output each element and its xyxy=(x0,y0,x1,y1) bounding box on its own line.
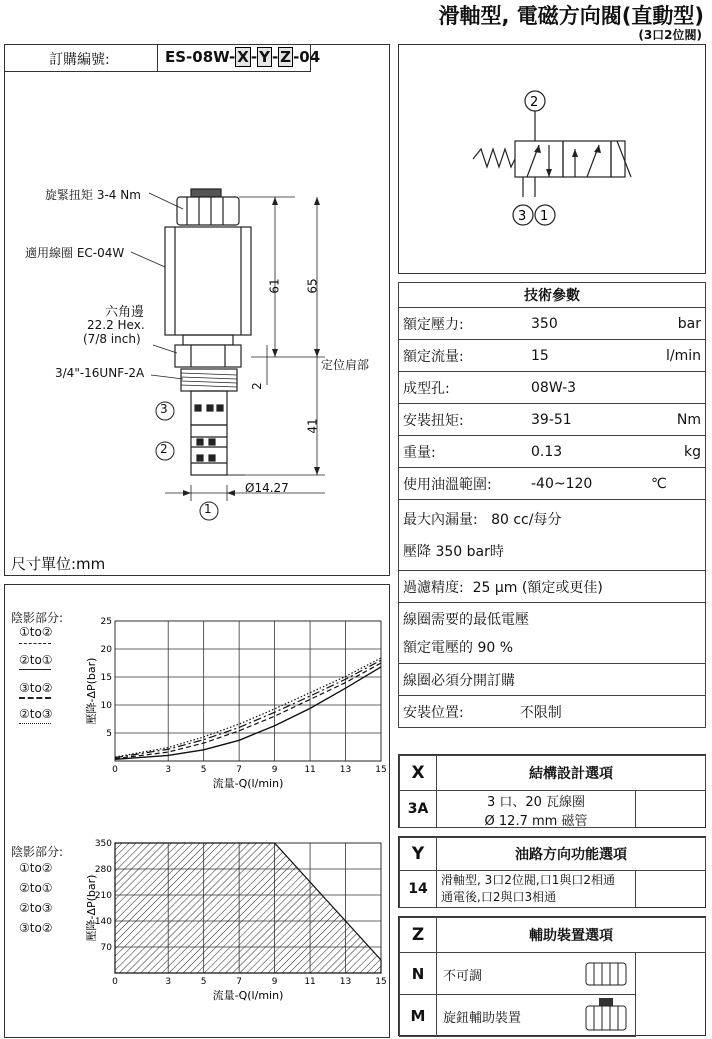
y-axis-label: 壓降-ΔP(bar) xyxy=(85,657,98,725)
option-x-letter: X xyxy=(399,755,437,791)
x-tick-label: 7 xyxy=(236,765,243,775)
spec-title: 技術參數 xyxy=(399,283,706,308)
coil-voltage-line2: 額定電壓的 90 % xyxy=(403,640,514,656)
x-tick-label: 15 xyxy=(375,765,387,775)
order-code-prefix: ES-08W- xyxy=(165,48,236,66)
order-code-suffix: -04 xyxy=(293,48,321,66)
y-tick-label: 20 xyxy=(100,645,112,655)
x-tick-label: 11 xyxy=(304,765,316,775)
spec-label: 額定壓力: xyxy=(399,308,528,340)
option-z-n-code: N xyxy=(399,952,437,995)
spec-table xyxy=(398,282,706,728)
x-tick-label: 5 xyxy=(200,977,207,987)
leak-label: 最大內漏量: xyxy=(403,512,478,528)
chart2-legend-item: ③to② xyxy=(19,921,53,935)
x-tick-label: 3 xyxy=(165,765,172,775)
spec-label: 額定流量: xyxy=(399,340,528,372)
charts-panel xyxy=(4,584,390,1038)
option-z-n-text: 不可調 xyxy=(443,969,483,984)
coil-voltage-cell xyxy=(399,603,706,664)
option-x-panel xyxy=(398,754,706,828)
spec-unit: l/min xyxy=(647,340,706,372)
dim-65: 65 xyxy=(305,278,320,294)
option-y-desc xyxy=(436,870,636,908)
chart1-legend-title: 陰影部分: xyxy=(11,611,64,625)
spec-value: 350 xyxy=(527,308,647,340)
spec-unit xyxy=(647,372,706,404)
mount-label: 安裝位置: xyxy=(403,704,464,721)
mount-value: 不限制 xyxy=(519,704,562,721)
port-3-number: 3 xyxy=(160,402,168,416)
spec-value: 15 xyxy=(527,340,647,372)
page-title: 滑軸型, 電磁方向閥(直動型) xyxy=(438,4,704,28)
y-tick-label: 280 xyxy=(94,865,112,875)
x-tick-label: 3 xyxy=(165,977,172,987)
y-tick-label: 15 xyxy=(100,673,112,683)
spec-value: 0.13 xyxy=(527,436,647,468)
dim-41: 41 xyxy=(305,418,320,434)
option-z-m-code: M xyxy=(399,994,437,1037)
leak-cell xyxy=(399,500,706,571)
order-code: ES-08W- X - Y - Z -04 xyxy=(165,48,321,66)
hex-size: 22.2 Hex. xyxy=(87,318,145,332)
shaded-area xyxy=(115,843,381,973)
y-axis-label: 壓降-ΔP(bar) xyxy=(85,874,98,942)
spec-value: 08W-3 xyxy=(527,372,647,404)
symbol-port-1-number: 1 xyxy=(540,209,549,224)
option-z-m-text: 旋鈕輔助裝置 xyxy=(443,1011,522,1026)
option-z-header: 輔助裝置選項 xyxy=(436,917,706,953)
x-tick-label: 5 xyxy=(200,765,207,775)
x-tick-label: 7 xyxy=(236,977,243,987)
spec-row xyxy=(399,340,706,372)
y-tick-label: 5 xyxy=(106,729,112,739)
coil-voltage-line1: 線圈需要的最低電壓 xyxy=(403,612,529,628)
spec-value: -40~120 xyxy=(527,468,647,500)
leak-condition: 壓降 350 bar時 xyxy=(403,544,504,560)
x-axis-label: 流量-Q(l/min) xyxy=(212,989,284,1002)
spec-row xyxy=(399,468,706,500)
spec-row xyxy=(399,308,706,340)
leak-value: 80 cc/每分 xyxy=(491,512,562,528)
x-tick-label: 0 xyxy=(112,765,118,775)
option-y-code: 14 xyxy=(399,870,437,908)
hex-inch: (7/8 inch) xyxy=(83,332,141,346)
chart2-legend-item: ①to② xyxy=(19,861,53,875)
spec-unit: Nm xyxy=(647,404,706,436)
x-tick-label: 9 xyxy=(271,977,278,987)
option-y-desc-line2: 通電後,口2與口3相通 xyxy=(441,890,557,904)
option-x-desc-line1: 3 口、20 瓦線圈 xyxy=(486,795,586,810)
filter-cell xyxy=(399,571,706,603)
y-tick-label: 210 xyxy=(94,891,112,901)
y-tick-label: 350 xyxy=(94,839,112,849)
dim-61: 61 xyxy=(267,278,282,294)
symbol-port-2-number: 2 xyxy=(530,95,539,110)
mount-cell xyxy=(399,696,706,728)
order-code-label: 訂購編號: xyxy=(49,52,110,68)
option-y-header: 油路方向功能選項 xyxy=(436,837,706,871)
chart2-legend-title: 陰影部分: xyxy=(11,845,64,859)
x-tick-label: 11 xyxy=(304,977,316,987)
hydraulic-symbol xyxy=(399,45,707,275)
spec-label: 重量: xyxy=(399,436,528,468)
series-line xyxy=(115,660,381,757)
dimension-drawing-panel xyxy=(4,44,390,576)
port-1-number: 1 xyxy=(204,502,212,516)
x-tick-label: 9 xyxy=(271,765,278,775)
non-adjustable-cap-icon xyxy=(581,959,631,989)
chart2-plot xyxy=(84,839,387,1002)
order-code-z: Z xyxy=(280,48,292,66)
option-x-header: 結構設計選項 xyxy=(436,755,706,791)
x-tick-label: 13 xyxy=(339,765,352,775)
spec-label: 安裝扭矩: xyxy=(399,404,528,436)
knob-override-icon xyxy=(581,997,631,1035)
hydraulic-symbol-panel xyxy=(398,44,706,274)
chart1-legend-item: ①to② xyxy=(19,625,53,639)
spec-unit: kg xyxy=(647,436,706,468)
chart1-legend-item: ②to③ xyxy=(19,707,53,721)
spec-unit: ℃ xyxy=(647,468,706,500)
option-y-desc-line1: 滑軸型, 3口2位閥,口1與口2相通 xyxy=(441,873,615,887)
symbol-port-3-number: 3 xyxy=(518,209,527,224)
x-tick-label: 13 xyxy=(339,977,352,987)
option-y-letter: Y xyxy=(399,837,437,871)
chart1-legend-item: ③to② xyxy=(19,681,53,695)
unit-label: 尺寸單位:mm xyxy=(11,555,106,573)
coil-order-cell: 線圈必須分開訂購 xyxy=(399,664,706,696)
option-z-panel xyxy=(398,916,706,1036)
spec-row xyxy=(399,372,706,404)
torque-label: 旋緊扭矩 3-4 Nm xyxy=(45,188,141,202)
spec-row xyxy=(399,404,706,436)
y-tick-label: 70 xyxy=(100,943,112,953)
spec-value: 39-51 xyxy=(527,404,647,436)
pressure-drop-chart xyxy=(5,585,391,1039)
hex-label: 六角邊 xyxy=(105,305,145,320)
y-tick-label: 25 xyxy=(100,617,112,627)
y-tick-label: 10 xyxy=(100,701,112,711)
dim-2: 2 xyxy=(249,382,264,390)
series-line xyxy=(115,658,381,757)
option-y-panel xyxy=(398,836,706,908)
chart2-legend-item: ②to③ xyxy=(19,901,53,915)
valve-drawing xyxy=(5,45,391,577)
option-z-letter: Z xyxy=(399,917,437,953)
spec-label: 使用油溫範圍: xyxy=(399,468,528,500)
filter-label: 過濾精度: xyxy=(403,579,464,596)
spec-row xyxy=(399,436,706,468)
x-tick-label: 0 xyxy=(112,977,118,987)
coil-label: 適用線圈 EC-04W xyxy=(25,246,125,260)
y-tick-label: 140 xyxy=(94,917,112,927)
port-2-number: 2 xyxy=(160,442,168,456)
page-subtitle: (3口2位閥) xyxy=(638,28,702,42)
chart1-legend-item: ②to① xyxy=(19,653,53,667)
spec-unit: bar xyxy=(647,308,706,340)
option-x-desc xyxy=(436,790,636,828)
option-x-code: 3A xyxy=(399,790,437,828)
diameter-label: Ø14.27 xyxy=(245,481,289,495)
spec-label: 成型孔: xyxy=(399,372,528,404)
thread-label: 3/4"-16UNF-2A xyxy=(55,366,145,380)
x-tick-label: 15 xyxy=(375,977,387,987)
order-code-y: Y xyxy=(259,48,270,66)
order-code-x: X xyxy=(237,48,249,66)
x-axis-label: 流量-Q(l/min) xyxy=(212,777,284,790)
chart2-legend-item: ②to① xyxy=(19,881,53,895)
shoulder-label: 定位肩部 xyxy=(321,358,370,372)
option-x-desc-line2: Ø 12.7 mm 磁管 xyxy=(484,814,588,829)
chart1-plot xyxy=(84,617,387,790)
filter-value: 25 μm (額定或更佳) xyxy=(472,579,603,596)
